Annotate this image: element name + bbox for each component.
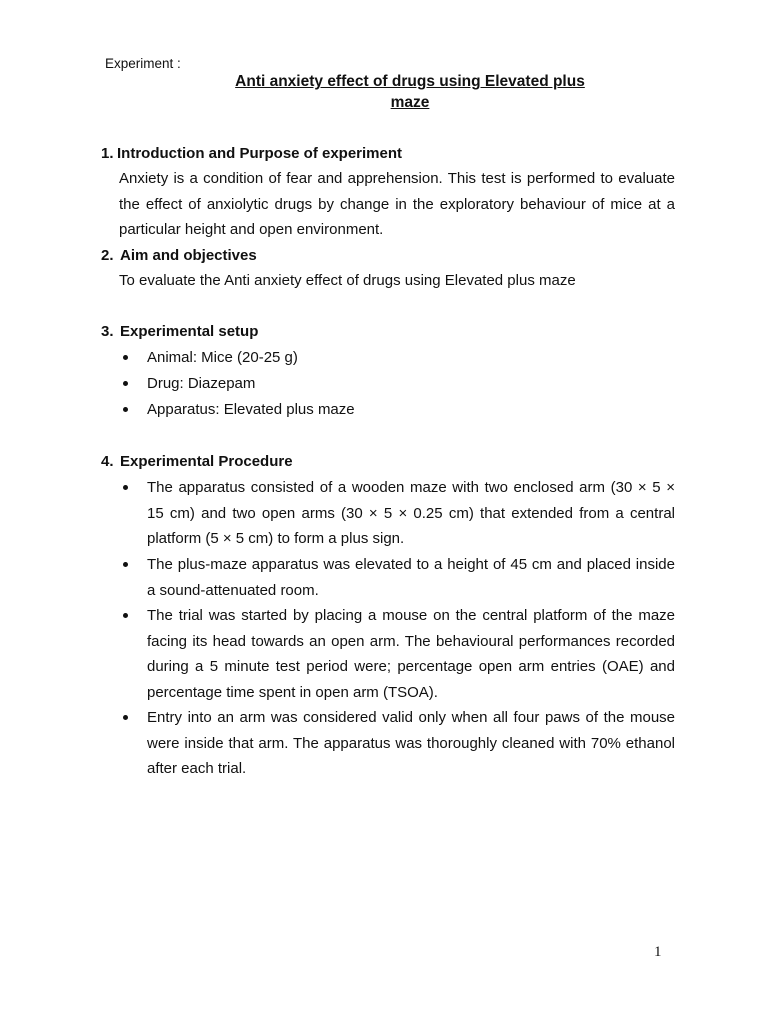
section-3-heading [101, 323, 258, 340]
section-3-number: 3. [101, 323, 114, 340]
list-item: Entry into an arm was considered valid only when all four paws of the mouse were inside that arm. The apparatus was thoroughly cleaned with 70% ethanol after each trial. [119, 705, 675, 782]
list-item: Apparatus: Elevated plus maze [119, 397, 675, 423]
bullet-icon [123, 355, 128, 360]
section-2-title: Aim and objectives [120, 247, 257, 264]
section-1-heading [101, 145, 402, 162]
list-item: The apparatus consisted of a wooden maze with two enclosed arm (30 × 5 × 15 cm) and two open arms (30 × 5 × 0.25 cm) that extended from a central platform (5 × 5 cm) to form a plus sign. [119, 475, 675, 552]
section-1-number: 1. [101, 145, 114, 162]
list-item: The trial was started by placing a mouse on the central platform of the maze facing its head towards an open arm. The behavioural performances recorded during a 5 minute test period were; percentage open arm entries (OAE) and percentage time spent in open arm (TSOA). [119, 603, 675, 705]
bullet-icon [123, 485, 128, 490]
document-title: Anti anxiety effect of drugs using Elevated plus maze [235, 73, 585, 111]
section-2-heading [101, 247, 257, 264]
bullet-icon [123, 613, 128, 618]
list-item: Drug: Diazepam [119, 371, 675, 397]
list-item: Animal: Mice (20-25 g) [119, 345, 675, 371]
bullet-icon [123, 381, 128, 386]
section-1-title: Introduction and Purpose of experiment [117, 145, 403, 162]
section-1-paragraph: Anxiety is a condition of fear and apprehension. This test is performed to evaluate the effect of anxiolytic drugs by change in the exploratory behaviour of mice at a particular height and open environment. [119, 170, 675, 239]
bullet-icon [123, 562, 128, 567]
section-2-number: 2. [101, 247, 114, 264]
list-item: The plus-maze apparatus was elevated to a height of 45 cm and placed inside a sound-attenuated room. [119, 552, 675, 603]
bullet-icon [123, 715, 128, 720]
section-3-title: Experimental setup [120, 323, 259, 340]
section-4-number: 4. [101, 453, 114, 470]
section-4-heading [101, 453, 293, 470]
page-number: 1 [654, 944, 662, 960]
section-4-title: Experimental Procedure [120, 453, 293, 470]
bullet-icon [123, 407, 128, 412]
experiment-label: Experiment : [105, 56, 181, 71]
section-2-paragraph: To evaluate the Anti anxiety effect of drugs using Elevated plus maze [119, 272, 576, 289]
